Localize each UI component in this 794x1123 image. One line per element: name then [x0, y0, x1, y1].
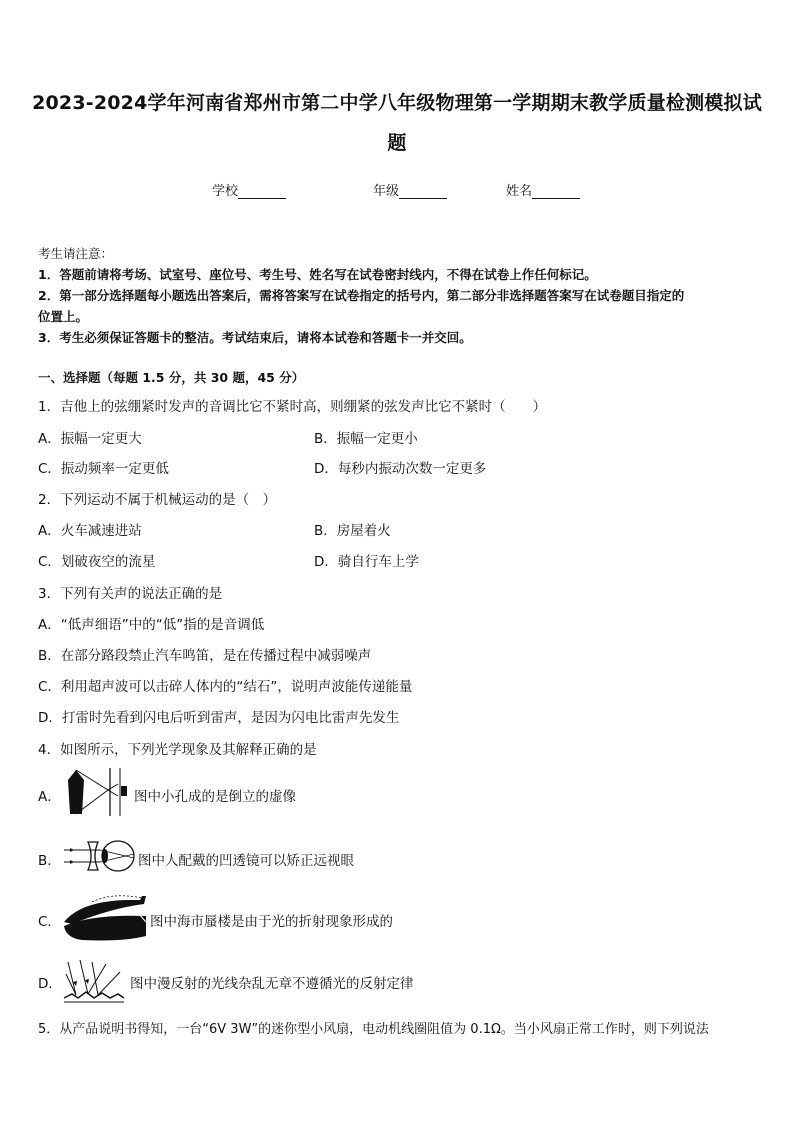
school-blank[interactable] — [238, 184, 286, 199]
question-1-stem: 1．吉他上的弦绷紧时发声的音调比它不紧时高，则绷紧的弦发声比它不紧时（ ） — [38, 399, 547, 415]
question-4-option-b-letter[interactable]: B． — [38, 853, 61, 869]
question-2-stem: 2．下列运动不属于机械运动的是（ ） — [38, 492, 277, 508]
question-4-option-d-letter[interactable]: D． — [38, 976, 62, 992]
section-heading: 一、选择题（每题 1.5 分，共 30 题，45 分） — [38, 370, 305, 385]
question-3-option-d[interactable]: D．打雷时先看到闪电后听到雷声，是因为闪电比雷声先发生 — [38, 710, 400, 726]
grade-blank[interactable] — [399, 184, 447, 199]
notice-heading: 考生请注意： — [38, 246, 114, 261]
mirage-figure — [62, 892, 148, 944]
question-4-option-c-text[interactable]: 图中海市蜃楼是由于光的折射现象形成的 — [150, 914, 393, 930]
question-3-option-c[interactable]: C．利用超声波可以击碎人体内的“结石”，说明声波能传递能量 — [38, 679, 413, 695]
pinhole-camera-figure — [62, 766, 132, 818]
question-1-option-d[interactable]: D．每秒内振动次数一定更多 — [314, 461, 487, 477]
question-5-stem: 5．从产品说明书得知，一台“6V 3W”的迷你型小风扇，电动机线圈阻值为 0.1Ω。当小风扇正常工作时，则下列说法 — [38, 1022, 709, 1037]
notice-item: 2．第一部分选择题每小题选出答案后，需将答案写在试卷指定的括号内，第二部分非选择题答案写在试卷题目指定的 — [38, 288, 685, 303]
question-4-option-c-letter[interactable]: C． — [38, 914, 61, 930]
question-4-option-d-text[interactable]: 图中漫反射的光线杂乱无章不遵循光的反射定律 — [130, 976, 414, 992]
question-3-stem: 3．下列有关声的说法正确的是 — [38, 586, 223, 602]
diffuse-reflection-figure — [62, 958, 126, 1004]
question-3-option-b[interactable]: B．在部分路段禁止汽车鸣笛，是在传播过程中减弱噪声 — [38, 648, 372, 664]
question-2-option-b[interactable]: B．房屋着火 — [314, 523, 391, 539]
grade-label: 年级 — [373, 184, 400, 199]
exam-title-line1: 2023-2024学年河南省郑州市第二中学八年级物理第一学期期末教学质量检测模拟试 — [32, 92, 762, 114]
question-2-option-c[interactable]: C．划破夜空的流星 — [38, 554, 156, 570]
eye-concave-lens-figure — [62, 836, 138, 876]
name-label: 姓名 — [506, 184, 533, 199]
question-1-option-a[interactable]: A．振幅一定更大 — [38, 431, 142, 447]
question-4-stem: 4．如图所示，下列光学现象及其解释正确的是 — [38, 742, 317, 758]
question-3-option-a[interactable]: A．“低声细语”中的“低”指的是音调低 — [38, 617, 265, 633]
question-2-option-d[interactable]: D．骑自行车上学 — [314, 554, 419, 570]
school-field[interactable] — [212, 180, 286, 199]
question-1-option-b[interactable]: B．振幅一定更小 — [314, 431, 418, 447]
question-4-option-a-letter[interactable]: A． — [38, 789, 61, 805]
notice-item: 位置上。 — [38, 309, 89, 324]
question-1-option-c[interactable]: C．振动频率一定更低 — [38, 461, 169, 477]
notice-item: 3．考生必须保证答题卡的整洁。考试结束后，请将本试卷和答题卡一并交回。 — [38, 330, 472, 345]
name-blank[interactable] — [532, 184, 580, 199]
exam-title-line2: 题 — [387, 132, 407, 154]
school-label: 学校 — [212, 184, 239, 199]
notice-block — [38, 243, 768, 348]
notice-item: 1．答题前请将考场、试室号、座位号、考生号、姓名写在试卷密封线内，不得在试卷上作任何标记。 — [38, 267, 597, 282]
grade-field[interactable] — [373, 180, 447, 199]
student-info-fields — [0, 180, 794, 202]
question-4-option-a-text[interactable]: 图中小孔成的是倒立的虚像 — [134, 789, 296, 805]
question-2-option-a[interactable]: A．火车减速进站 — [38, 523, 142, 539]
name-field[interactable] — [506, 180, 580, 199]
question-4-option-b-text[interactable]: 图中人配戴的凹透镜可以矫正远视眼 — [138, 853, 354, 869]
